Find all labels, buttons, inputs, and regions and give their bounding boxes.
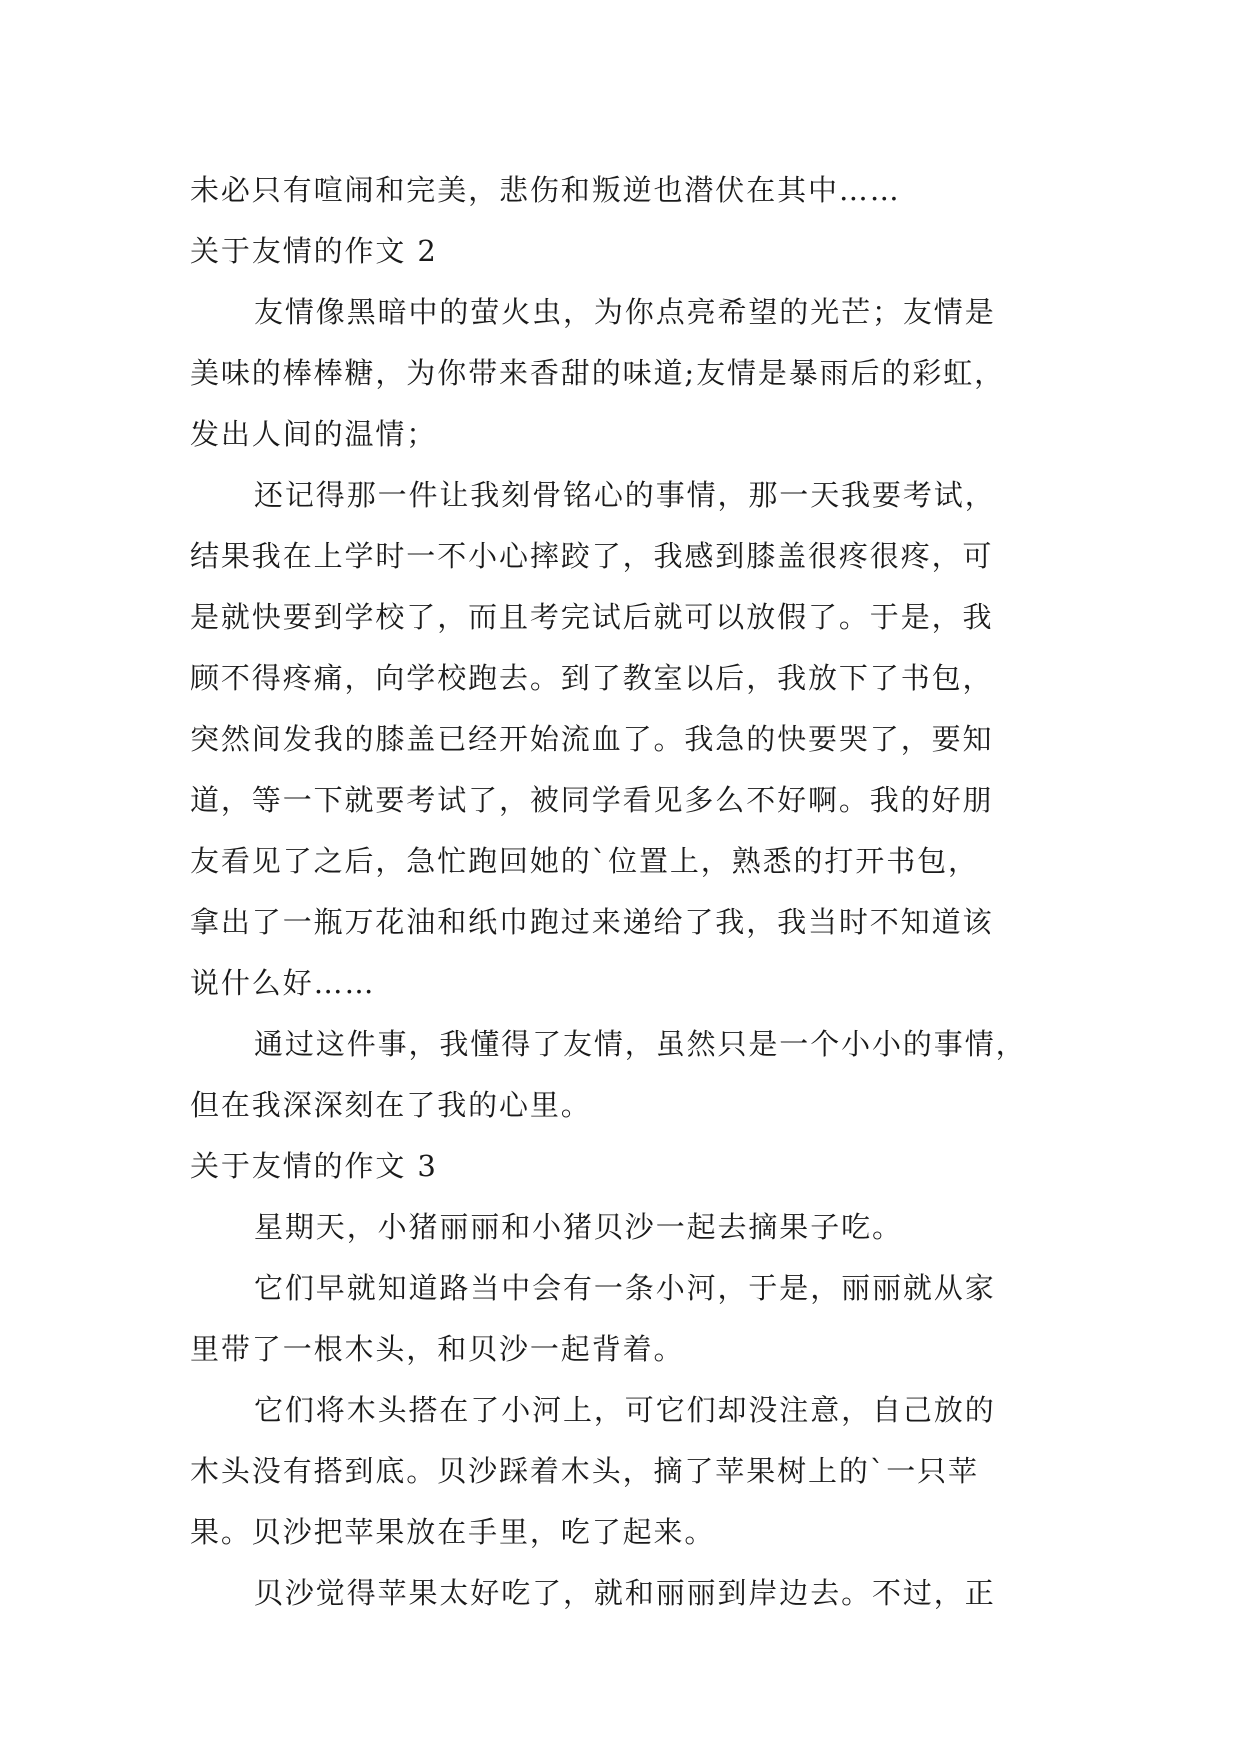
text-line: 但在我深深刻在了我的心里。	[190, 1088, 592, 1122]
text-line: 拿出了一瓶万花油和纸巾跑过来递给了我，我当时不知道该	[190, 905, 994, 939]
text-line: 说什么好……	[190, 966, 376, 1000]
text-line: 还记得那一件让我刻骨铭心的事情，那一天我要考试，	[254, 478, 996, 512]
text-line: 星期天，小猪丽丽和小猪贝沙一起去摘果子吃。	[254, 1210, 903, 1244]
text-line: 结果我在上学时一不小心摔跤了，我感到膝盖很疼很疼，可	[190, 539, 994, 573]
text-line: 果。贝沙把苹果放在手里，吃了起来。	[190, 1515, 716, 1549]
text-line: 友情像黑暗中的萤火虫，为你点亮希望的光芒；友情是	[254, 295, 996, 329]
section-heading: 关于友情的作文 2	[190, 234, 438, 268]
text-line: 美味的棒棒糖，为你带来香甜的味道;友情是暴雨后的彩虹，	[190, 356, 1006, 390]
document-body	[190, 160, 1060, 1624]
text-line: 是就快要到学校了，而且考完试后就可以放假了。于是，我	[190, 600, 994, 634]
text-line: 道，等一下就要考试了，被同学看见多么不好啊。我的好朋	[190, 783, 994, 817]
text-line: 木头没有搭到底。贝沙踩着木头，摘了苹果树上的`一只苹	[190, 1454, 979, 1488]
text-line: 里带了一根木头，和贝沙一起背着。	[190, 1332, 685, 1366]
text-line: 突然间发我的膝盖已经开始流血了。我急的快要哭了，要知	[190, 722, 994, 756]
text-line: 未必只有喧闹和完美，悲伤和叛逆也潜伏在其中……	[190, 173, 901, 207]
text-line: 它们早就知道路当中会有一条小河，于是，丽丽就从家	[254, 1271, 996, 1305]
text-line: 通过这件事，我懂得了友情，虽然只是一个小小的事情，	[254, 1027, 1027, 1061]
text-line: 它们将木头搭在了小河上，可它们却没注意，自己放的	[254, 1393, 996, 1427]
text-line: 贝沙觉得苹果太好吃了，就和丽丽到岸边去。不过，正	[254, 1576, 996, 1610]
text-line: 友看见了之后，急忙跑回她的`位置上，熟悉的打开书包，	[190, 844, 979, 878]
text-line: 发出人间的温情；	[190, 417, 438, 451]
text-line: 顾不得疼痛，向学校跑去。到了教室以后，我放下了书包，	[190, 661, 994, 695]
section-heading: 关于友情的作文 3	[190, 1149, 438, 1183]
